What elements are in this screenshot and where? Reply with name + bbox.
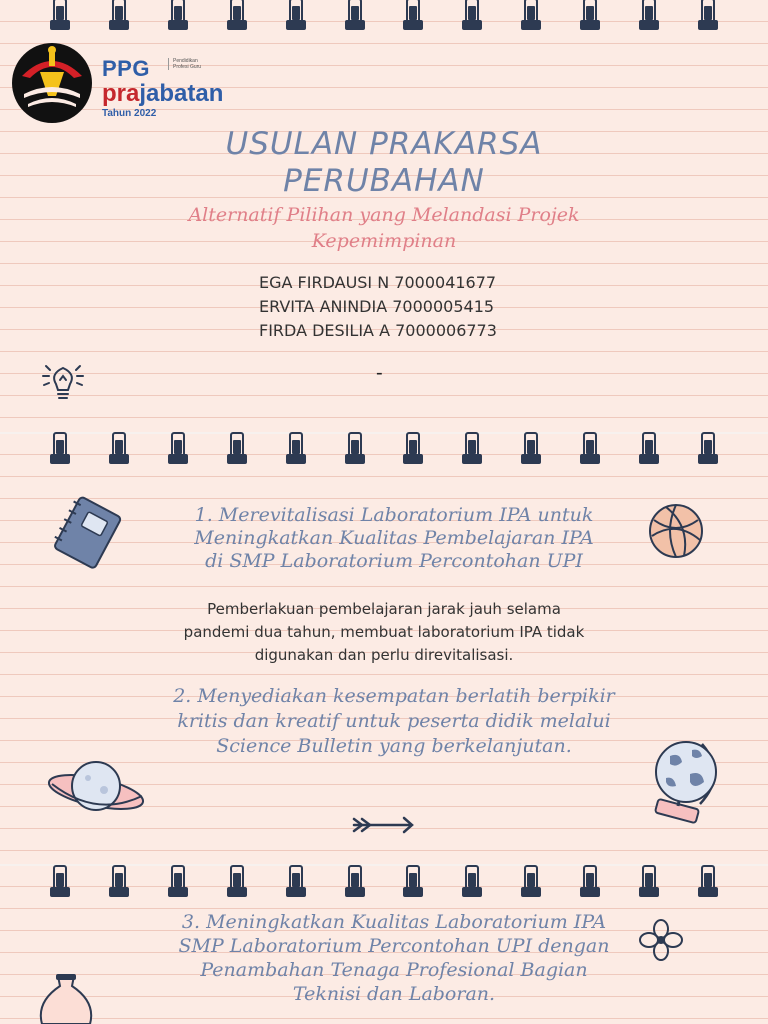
- planet-icon: [44, 756, 148, 820]
- author-name: EGA FIRDAUSI N 7000041677: [259, 273, 497, 292]
- binding-ring: [524, 0, 538, 30]
- binding-ring: [701, 432, 715, 464]
- logo-ppg: PPG: [102, 56, 150, 81]
- binding-ring: [465, 0, 479, 30]
- binding-ring: [230, 0, 244, 30]
- binding-ring: [171, 432, 185, 464]
- binding-ring: [583, 865, 597, 897]
- binding-ring: [289, 432, 303, 464]
- logo-year: Tahun 2022: [102, 108, 157, 119]
- binding-ring: [289, 865, 303, 897]
- kemendikbud-emblem-icon: [10, 42, 94, 124]
- arrow-icon: [348, 814, 418, 836]
- binding-ring: [112, 0, 126, 30]
- binding-ring: [53, 865, 67, 897]
- item-1-line-3: di SMP Laboratorium Percontohan UPI: [205, 550, 583, 572]
- binding-ring: [701, 865, 715, 897]
- author-name: FIRDA DESILIA A 7000006773: [259, 321, 497, 340]
- binding-ring: [230, 865, 244, 897]
- binding-ring: [642, 0, 656, 30]
- binding-ring: [583, 0, 597, 30]
- binding-ring: [406, 432, 420, 464]
- binding-ring: [583, 432, 597, 464]
- item-1-line-1: 1. Merevitalisasi Laboratorium IPA untuk: [194, 504, 594, 526]
- flower-icon: [638, 918, 684, 962]
- author-list: [259, 271, 497, 343]
- binding-ring: [53, 432, 67, 464]
- binding-ring: [348, 432, 362, 464]
- item-1-description-3: digunakan dan perlu direvitalisasi.: [254, 646, 514, 664]
- binding-ring: [642, 865, 656, 897]
- item-2-line-3: Science Bulletin yang berkelanjutan.: [216, 735, 572, 757]
- binding-ring: [524, 432, 538, 464]
- subtitle-line-1: Alternatif Pilihan yang Melandasi Projek: [188, 204, 580, 226]
- binding-ring: [465, 865, 479, 897]
- separator-dash: -: [376, 362, 383, 384]
- subtitle-line-2: Kepemimpinan: [311, 230, 457, 252]
- globe-icon: [640, 734, 730, 830]
- item-1-description-2: pandemi dua tahun, membuat laboratorium IPA tidak: [183, 623, 585, 641]
- item-3-line-1: 3. Meningkatkan Kualitas Laboratorium IPA: [181, 911, 607, 933]
- item-2-line-2: kritis dan kreatif untuk peserta didik melalui: [177, 710, 611, 732]
- binding-ring: [642, 432, 656, 464]
- logo-ppg-sub: Pendidikan Profesi Guru: [168, 58, 213, 70]
- author-name: ERVITA ANINDIA 7000005415: [259, 297, 495, 316]
- item-1-description-1: Pemberlakuan pembelajaran jarak jauh selama: [207, 600, 561, 618]
- binding-ring: [112, 865, 126, 897]
- binding-ring: [348, 865, 362, 897]
- title-line-1: USULAN PRAKARSA: [225, 126, 543, 162]
- binding-ring: [230, 432, 244, 464]
- spiral-binding-middle: [0, 432, 768, 466]
- binding-ring: [289, 0, 303, 30]
- binding-ring: [171, 0, 185, 30]
- item-2-line-1: 2. Menyediakan kesempatan berlatih berpikir: [173, 685, 615, 707]
- binding-ring: [112, 432, 126, 464]
- spiral-binding-top: [0, 0, 768, 32]
- logo-jabatan: jabatan: [139, 80, 224, 107]
- item-3-line-2: SMP Laboratorium Percontohan UPI dengan: [178, 935, 610, 957]
- binding-ring: [348, 0, 362, 30]
- logo-prajabatan: [102, 80, 223, 108]
- basketball-icon: [646, 502, 706, 560]
- binding-ring: [524, 865, 538, 897]
- item-3-line-4: Teknisi dan Laboran.: [292, 983, 496, 1005]
- logo-pra: pra: [102, 80, 140, 107]
- ppg-logo: [10, 42, 260, 124]
- binding-ring: [406, 865, 420, 897]
- binding-ring: [701, 0, 715, 30]
- lightbulb-icon: [40, 360, 86, 402]
- item-1-line-2: Meningkatkan Kualitas Pembelajaran IPA: [194, 527, 594, 549]
- binding-ring: [171, 865, 185, 897]
- binding-ring: [53, 0, 67, 30]
- item-3-line-3: Penambahan Tenaga Profesional Bagian: [200, 959, 588, 981]
- flask-icon: [30, 972, 102, 1024]
- title-line-2: PERUBAHAN: [283, 163, 485, 199]
- binding-ring: [406, 0, 420, 30]
- spiral-binding-bottom: [0, 865, 768, 899]
- notebook-icon: [50, 494, 126, 574]
- binding-ring: [465, 432, 479, 464]
